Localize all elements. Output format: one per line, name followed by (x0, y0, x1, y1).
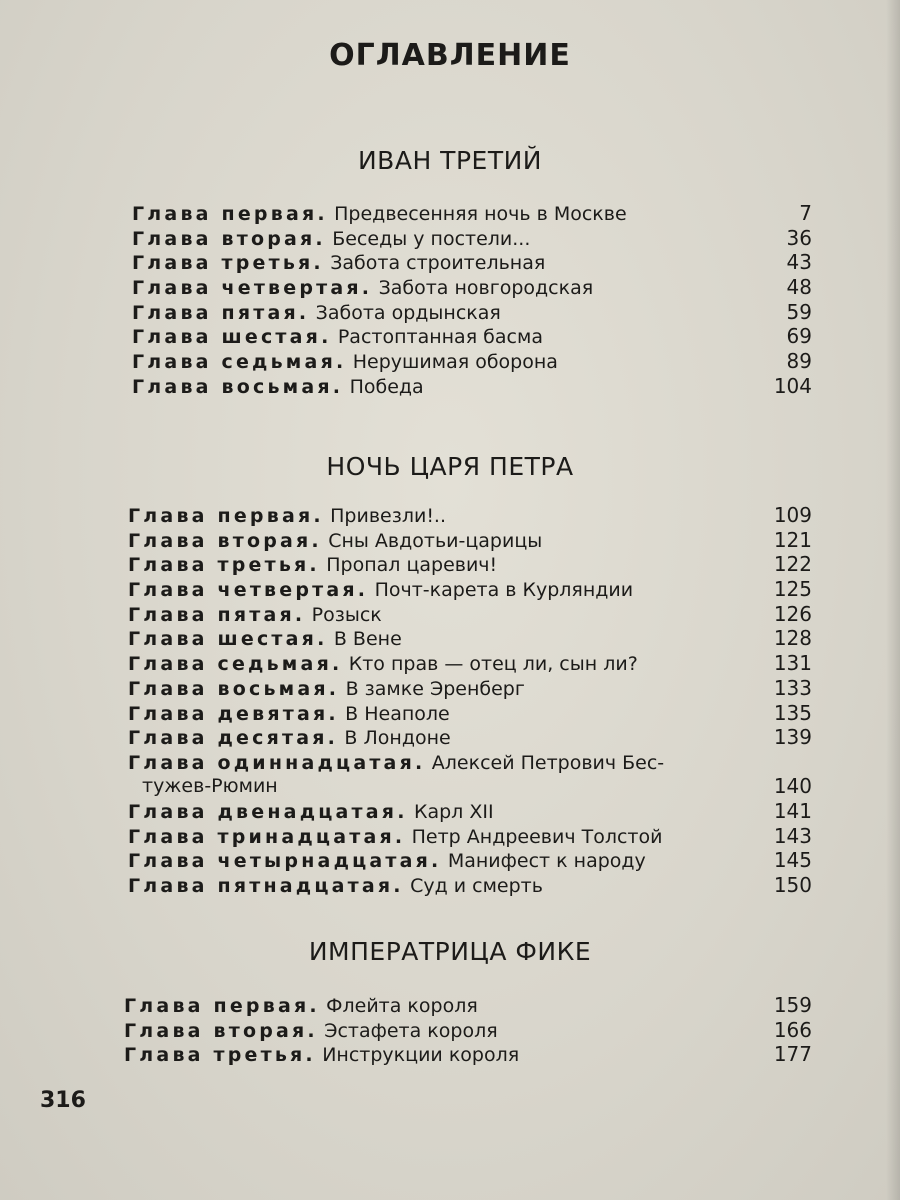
toc-entry-text (128, 626, 402, 652)
chapter-title: Забота ордынская (315, 301, 501, 324)
page-number: 316 (40, 1088, 86, 1113)
chapter-label: Глава первая. (128, 505, 324, 527)
page-ref: 131 (773, 651, 812, 676)
toc-entry (0, 226, 900, 251)
section-title-peter: НОЧЬ ЦАРЯ ПЕТРА (326, 452, 574, 481)
toc-entry (0, 1042, 900, 1067)
chapter-title: Растоптанная басма (337, 326, 543, 349)
page-ref: 177 (773, 1042, 812, 1067)
toc-entry-text (128, 701, 450, 727)
toc-entry-text (124, 1018, 498, 1044)
toc-entry (0, 201, 900, 226)
toc-entry (0, 349, 900, 374)
toc-entry (0, 651, 900, 676)
toc-entry-text (132, 275, 593, 301)
section-title-ivan: ИВАН ТРЕТИЙ (357, 146, 542, 175)
toc-entry (0, 725, 900, 750)
chapter-title: Почт-карета в Курляндии (374, 579, 634, 602)
toc-list-fike (0, 993, 900, 1067)
page-ref: 126 (773, 601, 812, 626)
chapter-label: Глава шестая. (132, 326, 332, 349)
chapter-label: Глава пятая. (128, 603, 306, 626)
chapter-title: Флейта короля (326, 995, 478, 1017)
toc-entry-text (128, 750, 664, 776)
page-ref: 109 (773, 503, 812, 527)
chapter-title: В Вене (333, 628, 402, 651)
page-title: ОГЛАВЛЕНИЕ (329, 38, 571, 73)
chapter-label: Глава седьмая. (132, 351, 347, 374)
toc-entry (0, 626, 900, 651)
toc-entry-text (124, 1042, 519, 1068)
page-ref: 89 (786, 349, 812, 374)
chapter-label: Глава десятая. (128, 727, 339, 750)
toc-entry (0, 552, 900, 577)
toc-entry-text (132, 324, 543, 350)
toc-entry-text (132, 201, 627, 227)
section-title-fike: ИМПЕРАТРИЦА ФИКЕ (308, 937, 592, 966)
toc-entry-text (128, 552, 497, 578)
toc-entry (0, 799, 900, 824)
page-ref: 36 (786, 225, 812, 250)
chapter-title: В Неаполе (345, 702, 450, 725)
toc-entry-text (128, 873, 543, 899)
chapter-label: Глава вторая. (124, 1019, 318, 1042)
page-ref: 69 (786, 324, 812, 349)
chapter-label: Глава вторая. (132, 227, 326, 250)
chapter-title: Эстафета короля (324, 1019, 498, 1042)
chapter-label: Глава одиннадцатая. (128, 751, 426, 774)
toc-entry-text (128, 651, 638, 677)
toc-entry (0, 324, 900, 349)
toc-entry-text (128, 503, 446, 529)
page-ref: 48 (786, 275, 812, 300)
chapter-title: Нерушимая оборона (352, 351, 558, 374)
chapter-title: В замке Эренберг (345, 677, 525, 700)
page-ref: 135 (773, 700, 812, 725)
chapter-title: В Лондоне (344, 727, 451, 750)
chapter-label: Глава третья. (124, 1044, 316, 1067)
chapter-label: Глава пятая. (132, 301, 310, 324)
chapter-label: Глава шестая. (128, 628, 328, 651)
chapter-label: Глава четырнадцатая. (128, 850, 442, 873)
toc-entry (0, 275, 900, 300)
page-ref: 43 (786, 250, 812, 275)
toc-entry (0, 528, 900, 553)
toc-entry (0, 503, 900, 528)
page-ref: 128 (773, 626, 812, 651)
toc-entry (0, 1018, 900, 1043)
toc-list-peter (0, 503, 900, 898)
toc-entry-text (128, 602, 382, 628)
toc-entry-text (128, 577, 633, 603)
page-ref: 122 (773, 552, 812, 577)
chapter-label: Глава седьмая. (128, 653, 343, 676)
toc-entry (0, 701, 900, 726)
page-ref: 140 (773, 774, 812, 799)
page-ref: 104 (773, 373, 812, 398)
chapter-title: Предвесенняя ночь в Москве (334, 203, 627, 225)
toc-entry (0, 676, 900, 701)
page-ref: 7 (799, 201, 812, 225)
toc-entry (0, 750, 900, 799)
chapter-title: Победа (349, 375, 424, 398)
toc-entry (0, 993, 900, 1018)
page-ref: 59 (786, 299, 812, 324)
toc-entry (0, 374, 900, 399)
toc-entry-text (128, 824, 662, 850)
chapter-title: Петр Андреевич Толстой (411, 825, 663, 848)
page-spine-shadow (886, 0, 900, 1200)
page-ref: 133 (773, 675, 812, 700)
chapter-title-continuation: тужев-Рюмин (142, 775, 278, 798)
page-ref: 150 (773, 872, 812, 897)
page-ref: 125 (773, 577, 812, 602)
chapter-label: Глава первая. (124, 995, 320, 1017)
chapter-title: Забота новгородская (378, 277, 594, 300)
page-ref: 143 (773, 823, 812, 848)
toc-entry (0, 300, 900, 325)
chapter-title: Карл XII (413, 800, 494, 823)
chapter-title: Сны Авдотьи-царицы (328, 529, 543, 552)
chapter-label: Глава первая. (132, 203, 328, 225)
toc-entry (0, 873, 900, 898)
toc-entry-text (132, 349, 558, 375)
chapter-title: Беседы у постели... (332, 227, 531, 250)
page-ref: 141 (773, 798, 812, 823)
toc-entry (0, 250, 900, 275)
toc-entry-text (132, 374, 424, 400)
toc-entry (0, 602, 900, 627)
toc-entry-text (128, 799, 494, 825)
chapter-label: Глава девятая. (128, 702, 339, 725)
chapter-label: Глава четвертая. (132, 277, 373, 300)
toc-entry-text (132, 250, 545, 276)
toc-entry-text (128, 676, 525, 702)
chapter-label: Глава вторая. (128, 529, 322, 552)
page-ref: 166 (773, 1017, 812, 1042)
chapter-title: Кто прав — отец ли, сын ли? (348, 653, 638, 676)
toc-list-ivan (0, 201, 900, 399)
chapter-label: Глава двенадцатая. (128, 800, 408, 823)
chapter-title: Суд и смерть (410, 874, 543, 897)
toc-entry (0, 824, 900, 849)
page-ref: 159 (773, 993, 812, 1017)
chapter-label: Глава тринадцатая. (128, 825, 406, 848)
toc-entry-text (128, 725, 451, 751)
toc-entry (0, 848, 900, 873)
chapter-title: Розыск (311, 603, 382, 626)
page-ref: 139 (773, 725, 812, 750)
toc-entry-text (132, 300, 501, 326)
page-ref: 121 (773, 527, 812, 552)
chapter-label: Глава восьмая. (132, 375, 344, 398)
chapter-title: Привезли!.. (330, 505, 447, 527)
chapter-title: Забота строительная (330, 252, 546, 275)
toc-entry (0, 577, 900, 602)
chapter-label: Глава восьмая. (128, 677, 340, 700)
toc-entry-text (132, 226, 530, 252)
chapter-label: Глава пятнадцатая. (128, 874, 404, 897)
page-ref: 145 (773, 848, 812, 873)
toc-entry-text (124, 993, 478, 1019)
chapter-label: Глава четвертая. (128, 579, 369, 602)
chapter-title: Манифест к народу (447, 850, 646, 873)
toc-entry-text (128, 848, 646, 874)
toc-entry-text (128, 528, 542, 554)
chapter-title: Алексей Петрович Бес- (431, 751, 665, 774)
chapter-title: Инструкции короля (322, 1044, 520, 1067)
chapter-label: Глава третья. (128, 554, 320, 577)
chapter-label: Глава третья. (132, 252, 324, 275)
chapter-title: Пропал царевич! (326, 554, 498, 577)
